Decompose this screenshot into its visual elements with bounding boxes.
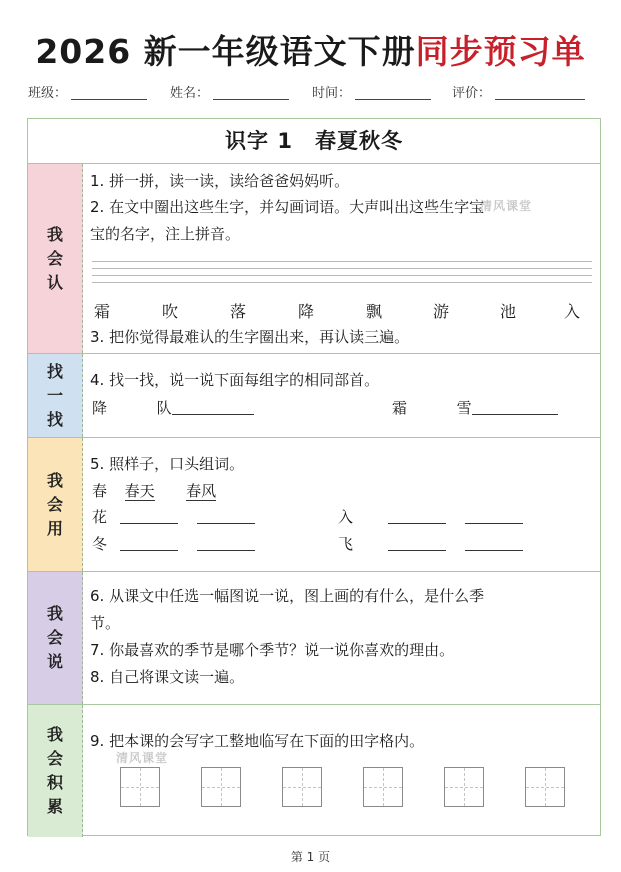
label-text: 我 会 用 [46,470,63,538]
word-row-dong [92,532,255,556]
char-xue: 雪 [456,399,472,417]
tian-zi-grid[interactable] [525,767,565,807]
question-3: 3. 把你觉得最难认的生字圈出来，再认读三遍。 [90,328,410,346]
time-field [312,82,431,101]
section-body [90,438,594,571]
pinyin-line [92,268,592,269]
student-info-row [28,82,598,102]
page-number: 第 1 页 [290,850,331,864]
char-dui: 队 [156,399,172,417]
time-label: 时间： [312,86,352,101]
radical-group-1 [92,396,254,420]
example-word-1: 春天 [124,482,155,500]
section-body [90,705,594,837]
pinyin-line [92,275,592,276]
pinyin-line [92,282,592,283]
section-speak [28,572,600,705]
tian-zi-grid[interactable] [363,767,403,807]
radical-blank-1[interactable] [172,399,254,415]
name-blank[interactable] [213,86,289,100]
tian-zi-grid[interactable] [444,767,484,807]
evaluation-field [452,82,585,101]
section-label-find [28,354,83,437]
name-label: 姓名： [170,86,210,101]
word-blank[interactable] [120,535,178,551]
question-2-line-2: 宝的名字，注上拼音。 [90,225,241,243]
example-char: 春 [92,482,108,500]
section-body [90,354,594,437]
char-jiang: 降 [92,399,108,417]
section-body [90,164,594,353]
question-8: 8. 自己将课文读一遍。 [90,668,245,686]
watermark: 清风课堂 [116,751,169,765]
radical-group-2 [392,396,558,420]
section-accumulate [28,705,600,837]
question-5: 5. 照样子，口头组词。 [90,455,245,473]
char-fei: 飞 [338,535,354,553]
char-dong: 冬 [92,535,108,553]
evaluation-label: 评价： [452,86,492,101]
example-row [92,479,216,503]
page-title [0,26,621,73]
title-main: 2026 新一年级语文下册 [35,32,416,71]
word-blank[interactable] [197,508,255,524]
word-blank[interactable] [120,508,178,524]
question-6-line-2: 节。 [90,614,121,632]
char-luo: 落 [230,302,247,321]
word-blank[interactable] [388,508,446,524]
char-shuang: 霜 [392,399,408,417]
question-6-line-1: 6. 从课文中任选一幅图说一说，图上画的有什么，是什么季 [90,587,485,605]
section-label-recognize [28,164,83,353]
worksheet [27,118,601,836]
evaluation-blank[interactable] [495,86,585,100]
example-word-2: 春风 [186,482,217,500]
word-row-fei [338,532,523,556]
char-jiang: 降 [298,302,315,321]
radical-blank-2[interactable] [472,399,558,415]
class-label: 班级： [28,86,68,101]
label-text: 我 会 说 [46,604,63,671]
label-text: 我 会 认 [46,224,63,292]
section-use [28,438,600,572]
section-label-speak [28,572,83,704]
lesson-title: 识字 1 春夏秋冬 [28,119,600,164]
word-blank[interactable] [388,535,446,551]
section-label-accumulate [28,705,83,837]
section-body [90,572,594,704]
word-blank[interactable] [465,508,523,524]
word-row-ru [338,505,523,529]
tian-zi-grid[interactable] [201,767,241,807]
label-text: 找 一 找 [46,361,63,429]
char-you: 游 [433,302,450,321]
class-field [28,82,147,101]
title-accent: 同步预习单 [415,32,586,71]
tian-zi-grid[interactable] [282,767,322,807]
char-shuang: 霜 [94,302,111,321]
name-field [170,82,289,101]
char-hua: 花 [92,508,108,526]
question-4: 4. 找一找，说一说下面每组字的相同部首。 [90,371,380,389]
tian-zi-grid[interactable] [120,767,160,807]
word-blank[interactable] [197,535,255,551]
label-text: 我 会 积 累 [46,725,63,816]
char-chi: 池 [500,302,517,321]
char-ru: 入 [338,508,354,526]
word-blank[interactable] [465,535,523,551]
class-blank[interactable] [71,86,147,100]
word-row-hua [92,505,255,529]
question-1: 1. 拼一拼，读一读，读给爸爸妈妈听。 [90,172,350,190]
char-chui: 吹 [162,302,179,321]
watermark: 清风课堂 [480,199,533,213]
question-7: 7. 你最喜欢的季节是哪个季节？说一说你喜欢的理由。 [90,641,455,659]
question-2-line-1: 2. 在文中圈出这些生字，并勾画词语。大声叫出这些生字宝 [90,198,485,216]
time-blank[interactable] [355,86,431,100]
section-recognize [28,164,600,354]
char-piao: 飘 [366,302,383,321]
question-9: 9. 把本课的会写字工整地临写在下面的田字格内。 [90,732,425,750]
section-label-use [28,438,83,571]
section-find [28,354,600,438]
pinyin-line [92,261,592,262]
char-ru: 入 [564,302,581,321]
